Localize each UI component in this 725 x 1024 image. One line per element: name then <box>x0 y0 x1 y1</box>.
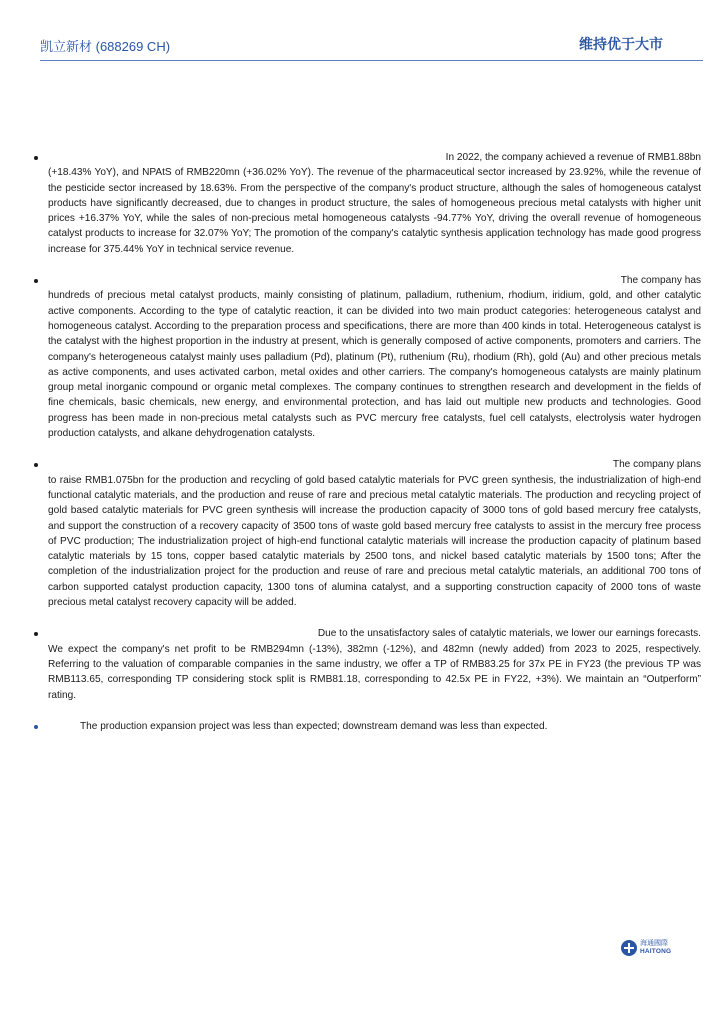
section-revenue <box>48 150 701 257</box>
bullet-icon <box>34 632 38 636</box>
section-body: hundreds of precious metal catalyst products, mainly consisting of platinum, palladium, ruthenium, rhodium, iridium, gold, and other catalytic active components. According to the type of catalytic reaction, it can be divided into two main product categories: heterogeneous catalyst and homogeneous catalyst. According to the preparation process and specifications, there are more than 400 kinds in total. Heterogeneous catalyst is the catalyst with the highest proportion in the industry at present, which is generally composed of active components, promoters and carriers. The company's heterogeneous catalyst mainly uses palladium (Pd), platinum (Pt), ruthenium (Ru), rhodium (Rh), gold (Au) and other precious metals as active components, and uses activated carbon, metal oxides and other carriers. The company's homogeneous catalysts are mainly platinum group metal inorganic compound or organic metal complexes. The company continues to strengthen research and development in the fields of fine chemicals, basic chemicals, new energy, and environmental protection, and has laid out multiple new products and technologies. Good progress has been made in non-precious metal catalysts such as PVC mercury free catalysts, fuel cell catalysts, electrolysis water hydrogen production catalysts, and alkane dehydrogenation catalysts. <box>48 290 701 440</box>
haitong-logo <box>621 940 671 956</box>
section-lead: In 2022, the company achieved a revenue of RMB1.88bn <box>445 152 701 163</box>
bullet-icon <box>34 463 38 467</box>
header-rating-title: 维持优于大市 <box>579 36 663 52</box>
section-risk <box>48 719 701 734</box>
bullet-icon <box>34 725 38 729</box>
section-lead: Due to the unsatisfactory sales of catalytic materials, we lower our earnings forecasts. <box>317 628 701 640</box>
section-paragraph <box>48 457 701 610</box>
section-paragraph <box>48 626 701 702</box>
section-body: to raise RMB1.075bn for the production and recycling of gold based catalytic materials for PVC green synthesis, the industrialization of high-end functional catalytic materials, and the production and reuse of rare and precious metal catalytic materials. The production and recycling project of gold based catalytic materials for PVC green synthesis will increase the production capacity of 3000 tons of gold based mercury free catalysts, and support the construction of a recovery capacity of 3500 tons of waste gold based mercury free catalysts to assist in the mercury free process of PVC production; The industrialization project of high-end functional catalytic materials will increase the production capacity of platinum based catalytic materials by 15 tons, copper based catalytic materials by 2500 tons, and nickel based catalytic materials by 1500 tons; After the completion of the industrialization project for the production and reuse of rare and precious metal catalytic materials, an additional 700 tons of carbon supported catalyst production capacity, 1300 tons of alumina catalyst, and a supporting construction capacity of 2000 tons of waste precious metal catalyst recovery capacity will be added. <box>48 474 701 609</box>
bullet-icon <box>34 279 38 283</box>
logo-en-text: HAITONG <box>640 948 672 955</box>
section-body: We expect the company's net profit to be RMB294mn (-13%), 382mn (-12%), and 482mn (newly added) from 2023 to 2025, respectively. Referring to the valuation of comparable companies in the same industry, we offer a TP of RMB83.25 for 37x PE in FY23 (the previous TP was RMB113.65, corresponding TP considering stock split is RMB81.18, corresponding to 42.5x PE in FY22, +3%). We maintain an “Outperform” rating. <box>48 643 701 701</box>
section-products <box>48 273 701 441</box>
section-body: (+18.43% YoY), and NPAtS of RMB220mn (+36.02% YoY). The revenue of the pharmaceutical sector increased by 23.92%, while the revenue of the pesticide sector increased by 18.63%. From the perspective of the company's product structure, although the sales of homogeneous catalyst products have significantly decreased, due to changes in product structure, the sales of homogeneous precious metal catalysts with higher unit prices +16.37% YoY, while the sales of non-precious metal homogeneous catalysts -94.77% YoY, driving the overall revenue of homogeneous catalyst products to increase for 32.07% YoY; The promotion of the company's catalytic synthesis application technology has made good progress increase for 375.44% YoY in technical service revenue. <box>48 167 701 255</box>
report-body <box>48 150 701 750</box>
logo-cn-text: 海通國際 <box>640 940 668 947</box>
bullet-icon <box>34 156 38 160</box>
section-lead: The company plans <box>612 459 701 471</box>
section-fundraising <box>48 457 701 610</box>
section-forecast <box>48 626 701 702</box>
header-divider <box>40 60 703 61</box>
haitong-logo-icon <box>621 940 637 956</box>
section-paragraph <box>48 150 701 257</box>
risk-text: The production expansion project was less than expected; downstream demand was less than expected. <box>80 720 548 732</box>
section-paragraph <box>48 273 701 441</box>
logo-wordmark <box>640 940 671 956</box>
header-company-ticker: 凯立新材 (688269 CH) <box>40 39 171 54</box>
section-lead: The company has <box>620 275 701 287</box>
